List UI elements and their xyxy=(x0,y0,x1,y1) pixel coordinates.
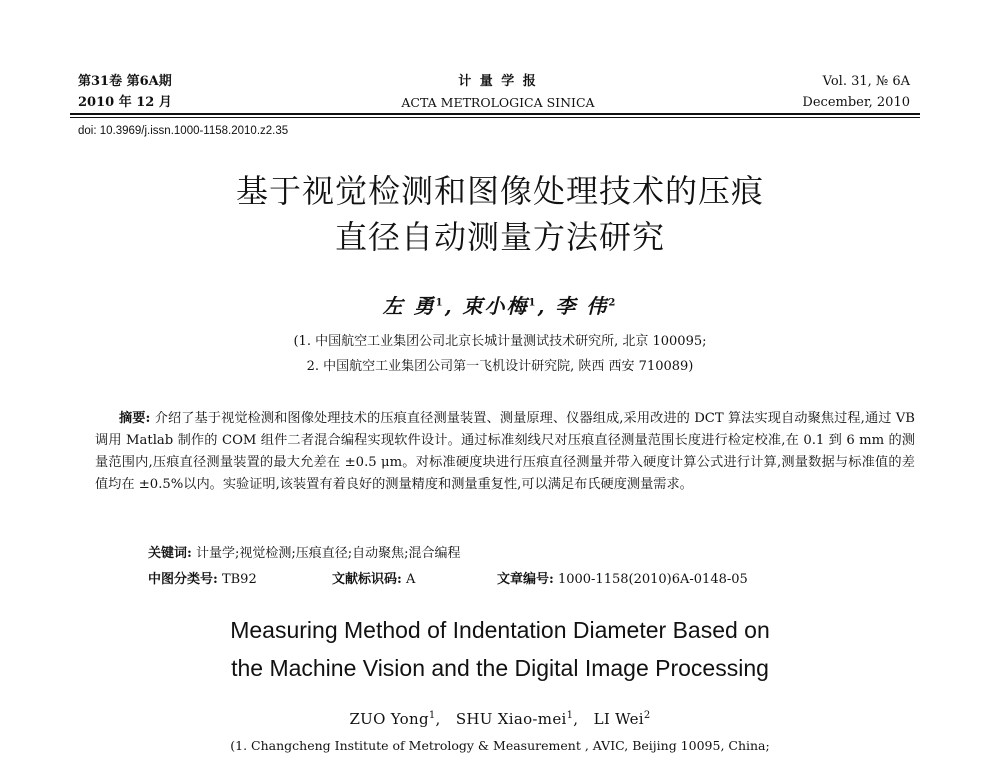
keywords xyxy=(148,542,460,561)
keywords-text: 计量学;视觉检测;压痕直径;自动聚焦;混合编程 xyxy=(191,546,461,561)
keywords-label: 关键词: xyxy=(148,546,192,561)
author-en-1: ZUO Yong$^1$ xyxy=(349,710,436,728)
doi: doi: 10.3969/j.issn.1000-1158.2010.z2.35 xyxy=(78,125,289,137)
abstract-text: 介绍了基于视觉检测和图像处理技术的压痕直径测量装置、测量原理、仪器组成,采用改进的 DCT 算法实现自动聚焦过程,通过 VB 调用 Matlab 制作的 COM 组件二者混合编程实现软件设计。通过标准刻线尺对压痕直径测量范围长度进行检定校准,在 0.1 到 6 mm 的测量范围内,压痕直径测量装置的最大允差在 ±0.5 μm。对标准硬度块进行压痕直径测量并带入硬度计算公式进行计算,测量数据与标准值的差值均在 ±0.5%以内。实验证明,该装置有着良好的测量精度和测量重复性,可以满足布氏硬度测量需求。 xyxy=(95,411,915,492)
title-en-line1: Measuring Method of Indentation Diameter Based on xyxy=(230,617,770,643)
date-en: December, 2010 xyxy=(802,95,910,110)
volume-issue-zh: 第31卷 第6A期 xyxy=(78,74,172,89)
title-en-line2: the Machine Vision and the Digital Image Processing xyxy=(231,655,769,681)
author-zh-2: 束小梅$^1$ xyxy=(462,294,538,318)
journal-title-en: ACTA METROLOGICA SINICA xyxy=(401,95,595,110)
affiliation-zh-2: 2. 中国航空工业集团公司第一飞机设计研究院, 陕西 西安 710089) xyxy=(306,359,694,374)
clc-number: 中图分类号: TB92 xyxy=(148,572,257,587)
header-rule-bottom xyxy=(70,117,920,118)
affiliation-en: (1. Changcheng Institute of Metrology & Measurement , AVIC, Beijing 10095, China; xyxy=(230,738,770,753)
volume-issue-en: Vol. 31, № 6A xyxy=(822,74,910,89)
author-en-2: SHU Xiao-mei$^1$ xyxy=(455,710,574,728)
title-zh-line1: 基于视觉检测和图像处理技术的压痕 xyxy=(235,172,764,210)
affiliation-zh-1: (1. 中国航空工业集团公司北京长城计量测试技术研究所, 北京 100095; xyxy=(293,334,707,349)
date-zh: 2010 年 12 月 xyxy=(78,95,172,110)
title-zh-line2: 直径自动测量方法研究 xyxy=(334,218,665,256)
journal-title-zh: 计 量 学 报 xyxy=(458,74,538,89)
authors-zh: 左 勇$^1$, 束小梅$^1$, 李 伟$^2$ xyxy=(382,294,618,318)
article-number: 文章编号: 1000-1158(2010)6A-0148-05 xyxy=(497,572,748,587)
author-zh-1: 左 勇$^1$ xyxy=(382,294,445,318)
author-zh-3: 李 伟$^2$ xyxy=(555,294,618,318)
document-code: 文献标识码: A xyxy=(332,572,416,587)
abstract xyxy=(95,408,915,496)
header-rule-top xyxy=(70,113,920,115)
abstract-label: 摘要: xyxy=(119,411,151,426)
authors-en: ZUO Yong$^1$, SHU Xiao-mei$^1$, LI Wei$^2$ xyxy=(349,710,651,728)
author-en-3: LI Wei$^2$ xyxy=(593,710,651,728)
